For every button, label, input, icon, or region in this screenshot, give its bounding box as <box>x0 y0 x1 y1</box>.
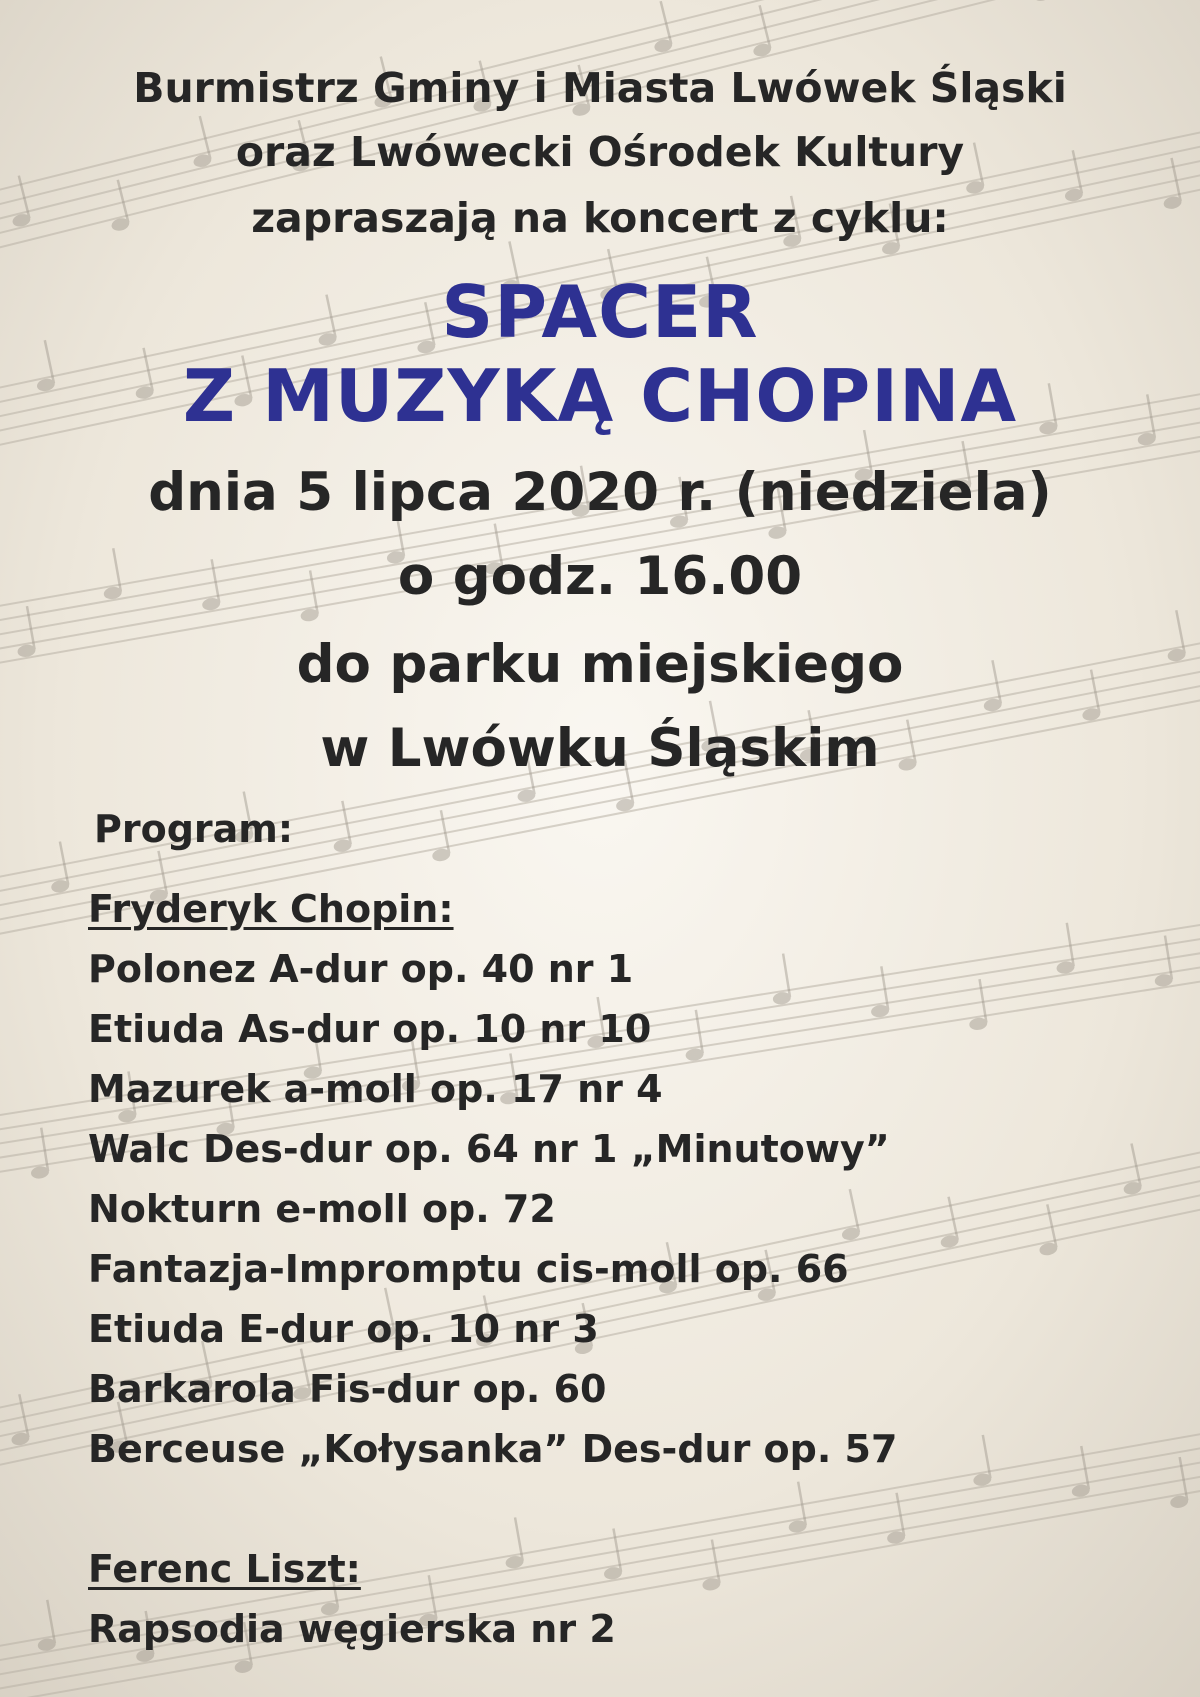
program-item: Fantazja-Impromptu cis-moll op. 66 <box>88 1247 849 1291</box>
program-label: Program: <box>94 807 294 851</box>
invitation-line: zapraszają na koncert z cyklu: <box>251 194 949 242</box>
event-place-line-2: w Lwówku Śląskim <box>320 718 880 779</box>
program-item: Polonez A-dur op. 40 nr 1 <box>88 947 634 991</box>
event-time: o godz. 16.00 <box>397 546 803 607</box>
composer-chopin: Fryderyk Chopin: <box>88 887 454 931</box>
organizer-line-1: Burmistrz Gminy i Miasta Lwówek Śląski <box>133 64 1067 112</box>
event-place-line-1: do parku miejskiego <box>296 634 904 695</box>
program-item: Barkarola Fis-dur op. 60 <box>88 1367 607 1411</box>
program-item: Walc Des-dur op. 64 nr 1 „Minutowy” <box>88 1127 890 1171</box>
program-item: Berceuse „Kołysanka” Des-dur op. 57 <box>88 1427 898 1471</box>
concert-title-line-2: Z MUZYKĄ CHOPINA <box>182 354 1018 438</box>
program-item: Mazurek a-moll op. 17 nr 4 <box>88 1067 663 1111</box>
organizer-line-2: oraz Lwówecki Ośrodek Kultury <box>235 128 965 176</box>
program-item: Etiuda E-dur op. 10 nr 3 <box>88 1307 599 1351</box>
program-item: Nokturn e-moll op. 72 <box>88 1187 556 1231</box>
concert-title-line-1: SPACER <box>441 270 759 354</box>
program-item: Rapsodia węgierska nr 2 <box>88 1607 616 1651</box>
program-item: Etiuda As-dur op. 10 nr 10 <box>88 1007 652 1051</box>
composer-liszt: Ferenc Liszt: <box>88 1547 361 1591</box>
event-date: dnia 5 lipca 2020 r. (niedziela) <box>148 462 1052 523</box>
